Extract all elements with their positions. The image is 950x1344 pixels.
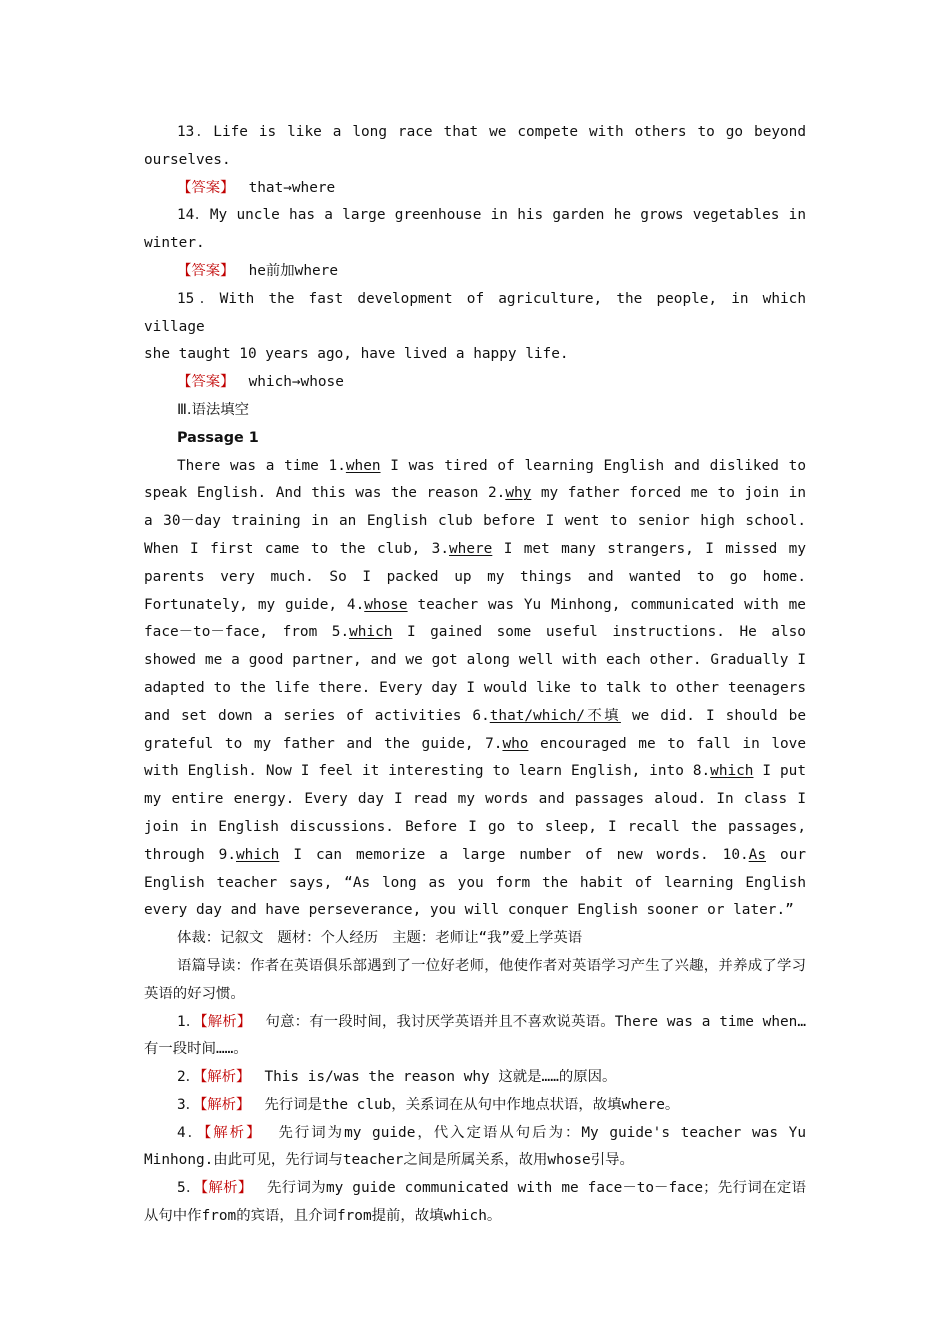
blank-answer-9: which xyxy=(236,846,280,863)
analysis-number: 1． xyxy=(177,1013,201,1030)
question-14 xyxy=(144,202,806,230)
answer-13 xyxy=(144,175,806,203)
analysis-text: This is/was the reason why 这就是……的原因。 xyxy=(264,1069,617,1086)
passage-text: I put my entire energy. Every day I read my words and passages aloud. In class I join in English discussions. Before I go to sleep, I recall the passages, through 9. xyxy=(144,763,807,863)
analysis-tag: 【解析】 xyxy=(200,1013,252,1030)
passage-text: teacher was Yu Minhong, communicated with me face－to－face, from 5. xyxy=(144,596,806,641)
passage-title: Passage 1 xyxy=(177,429,259,446)
question-number: 13． xyxy=(177,124,214,140)
genre-line xyxy=(144,925,806,953)
passage-text: I gained some useful instructions. He also showed me a good partner, and we got along well with each other. Gradually I adapted to the life there. Every day I would like to talk to other teenagers and set down a series of activities 6. xyxy=(144,624,806,724)
question-text: My uncle has a large greenhouse in his garden he grows vegetables in xyxy=(209,207,806,224)
topic-label: 题材：个人经历 xyxy=(277,930,379,947)
passage-text: we did. I should be grateful to my father and the guide, 7. xyxy=(144,707,806,752)
question-number: 14． xyxy=(177,207,210,224)
question-14-cont: winter. xyxy=(144,235,205,252)
answer-tag: 【答案】 xyxy=(177,179,235,196)
blank-answer-3: where xyxy=(449,540,493,557)
answer-text: he前加where xyxy=(248,262,339,279)
analysis-tag: 【解析】 xyxy=(200,1069,251,1086)
passage-text: my father forced me to join in a 30－day training in an English club before I went to senior high school. When I first came to the club, 3. xyxy=(144,485,806,557)
answer-text: which→whose xyxy=(248,374,344,391)
blank-answer-7: who xyxy=(502,735,529,752)
analysis-item-1 xyxy=(144,1009,806,1065)
answer-tag: 【答案】 xyxy=(177,374,235,391)
genre-label: 体裁：记叙文 xyxy=(177,930,264,947)
question-13 xyxy=(144,119,806,147)
passage-text: I can memorize a large number of new words. 10. xyxy=(279,846,749,863)
answer-14 xyxy=(144,258,806,286)
analysis-number: 2． xyxy=(177,1069,201,1086)
passage-text: There was a time 1. xyxy=(177,457,346,474)
passage-guide: 语篇导读：作者在英语俱乐部遇到了一位好老师，他使作者对英语学习产生了兴趣，并养成了学习英语的好习惯。 xyxy=(144,957,806,1002)
answer-tag: 【答案】 xyxy=(177,262,235,279)
analysis-tag: 【解析】 xyxy=(200,1180,253,1197)
theme-label: 主题：老师让“我”爱上学英语 xyxy=(392,930,583,947)
blank-answer-2: why xyxy=(505,485,532,502)
analysis-text: 先行词是the club，关系词在从句中作地点状语，故填where。 xyxy=(264,1096,680,1113)
analysis-tag: 【解析】 xyxy=(204,1124,263,1141)
document-page xyxy=(144,119,806,1231)
question-number: 15． xyxy=(177,290,220,307)
analysis-text: 先行词为my guide，代入定语从句后为：My guide's teacher was Yu Minhong.由此可见，先行词与teacher之间是所属关系，故用whose引导。 xyxy=(144,1124,806,1169)
passage-text: I was tired of learning English and disliked to speak English. And this was the reason 2. xyxy=(144,457,806,502)
blank-answer-1: when xyxy=(345,457,381,474)
question-text: With the fast development of agriculture, the people, in which village xyxy=(144,290,806,335)
passage-text: our English teacher says, “As long as you form the habit of learning English every day and have perseverance, you will conquer English sooner or later.” xyxy=(144,846,807,919)
question-15 xyxy=(144,286,806,342)
analysis-item-2 xyxy=(144,1064,806,1092)
analysis-text: 先行词为my guide communicated with me face－to－face；先行词在定语从句中作from的宾语，且介词from提前，故填which。 xyxy=(144,1180,806,1225)
question-text: Life is like a long race that we compete with others to go beyond xyxy=(213,124,807,140)
analysis-number: 3． xyxy=(177,1096,201,1113)
answer-text: that→where xyxy=(248,179,336,196)
passage-body xyxy=(144,453,806,926)
analysis-item-3 xyxy=(144,1092,806,1120)
analysis-number: 4． xyxy=(177,1124,205,1141)
passage-text: I met many strangers, I missed my parents very much. So I packed up my things and wanted to go home. Fortunately, my guide, 4. xyxy=(144,540,806,613)
blank-answer-8: which xyxy=(710,763,754,780)
passage-text: encouraged me to fall in love with English. Now I feel it interesting to learn English, into 8. xyxy=(144,735,806,780)
blank-answer-4: whose xyxy=(364,596,408,613)
analysis-item-4 xyxy=(144,1120,806,1176)
section-title: Ⅲ.语法填空 xyxy=(177,401,250,418)
blank-answer-6: that/which/不填 xyxy=(489,707,621,724)
blank-answer-10: As xyxy=(748,846,766,863)
analysis-tag: 【解析】 xyxy=(200,1096,251,1113)
question-15-cont: she taught 10 years ago, have lived a happy life. xyxy=(144,346,569,363)
analysis-text: 句意：有一段时间，我讨厌学英语并且不喜欢说英语。There was a time when…有一段时间……。 xyxy=(144,1013,806,1058)
question-13-cont: ourselves. xyxy=(144,151,231,168)
analysis-item-5 xyxy=(144,1175,806,1231)
answer-15 xyxy=(144,369,806,397)
blank-answer-5: which xyxy=(349,624,393,641)
analysis-number: 5． xyxy=(177,1180,201,1197)
